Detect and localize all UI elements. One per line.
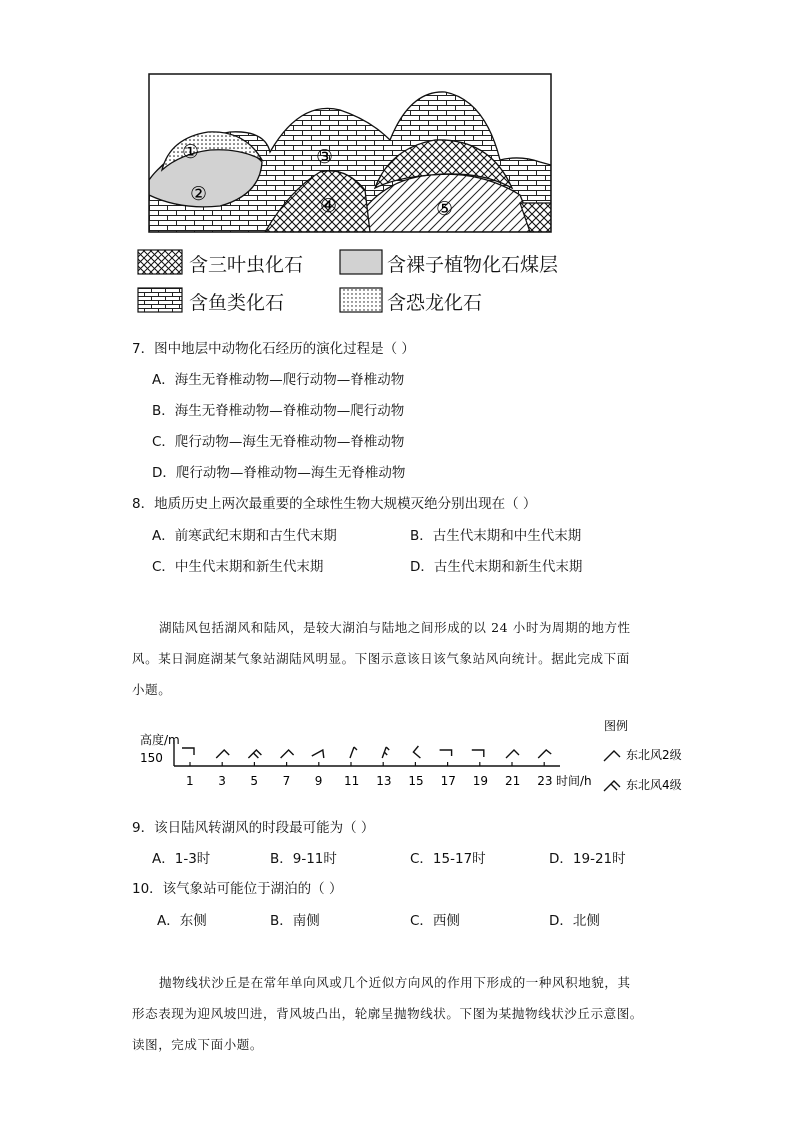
q10-option-b[interactable]: B．南侧	[270, 913, 320, 929]
q7-option-c[interactable]: C．爬行动物—海生无脊椎动物—脊椎动物	[152, 434, 405, 450]
x-tick-label-19: 19	[472, 774, 489, 788]
q9-option-b[interactable]: B．9-11时	[270, 851, 337, 867]
wind-barb-23	[538, 750, 551, 758]
q8-stem: 8．地质历史上两次最重要的全球性生物大规模灭绝分别出现在（ ）	[132, 496, 537, 512]
legend-title: 图例	[604, 719, 629, 733]
y-axis-value: 150	[140, 751, 163, 765]
legend-item-ne-2: 东北风2级	[626, 748, 682, 762]
x-tick-label-1: 1	[186, 774, 194, 788]
wind-barb-9	[312, 750, 324, 758]
legend-swatch-crosshatch	[138, 250, 182, 274]
wind-barb-5	[248, 750, 261, 758]
q7-option-d[interactable]: D．爬行动物—脊椎动物—海生无脊椎动物	[152, 465, 406, 481]
wind-barb-17	[440, 750, 452, 756]
x-tick-label-15: 15	[408, 774, 424, 788]
q8-option-a[interactable]: A．前寒武纪末期和古生代末期	[152, 528, 337, 544]
x-tick-label-13: 13	[376, 774, 392, 788]
x-tick-label-7: 7	[282, 774, 291, 788]
wind-direction-figure	[130, 712, 700, 802]
q10-option-c[interactable]: C．西侧	[410, 913, 460, 929]
passage1-line-3: 小题。	[132, 682, 172, 697]
passage-lake-land-breeze	[132, 612, 692, 705]
legend-barb-4	[604, 781, 620, 791]
layer-label-2: ②	[190, 183, 208, 205]
x-axis-unit: 时间/h	[556, 774, 592, 788]
x-tick-label-9: 9	[314, 774, 323, 788]
x-tick-label-3: 3	[218, 774, 226, 788]
legend-swatch-gray	[340, 250, 382, 274]
x-tick-label-21: 21	[505, 774, 521, 788]
x-tick-label-5: 5	[250, 774, 259, 788]
legend-item-ne-4: 东北风4级	[626, 778, 682, 792]
wind-barb-7	[281, 750, 294, 758]
q10-option-a[interactable]: A．东侧	[157, 913, 207, 929]
wind-barb-19	[472, 750, 484, 757]
geologic-section-figure	[140, 70, 560, 238]
passage-parabolic-dune	[132, 967, 692, 1060]
q8-option-d[interactable]: D．古生代末期和新生代末期	[410, 559, 583, 575]
legend-label-crosshatch: 含三叶虫化石	[189, 254, 304, 276]
q8-option-c[interactable]: C．中生代末期和新生代末期	[152, 559, 324, 575]
layer-label-1: ①	[182, 141, 200, 163]
passage2-line-1: 抛物线状沙丘是在常年单向风或几个近似方向风的作用下形成的一种风积地貌，其	[159, 975, 631, 990]
q9-option-c[interactable]: C．15-17时	[410, 851, 486, 867]
q10-option-d[interactable]: D．北侧	[549, 913, 600, 929]
y-axis-label: 高度/m	[140, 733, 180, 747]
legend-swatch-brick	[138, 288, 182, 312]
passage1-line-1: 湖陆风包括湖风和陆风，是较大湖泊与陆地之间形成的以 24 小时为周期的地方性	[159, 620, 631, 635]
x-tick-label-11: 11	[344, 774, 360, 788]
layer-label-3: ③	[316, 146, 334, 168]
wind-barb-1	[182, 748, 194, 755]
q7-option-b[interactable]: B．海生无脊椎动物—脊椎动物—爬行动物	[152, 403, 405, 419]
passage1-line-2: 风。某日洞庭湖某气象站湖陆风明显。下图示意该日该气象站风向统计。据此完成下面	[132, 651, 630, 666]
legend-swatch-dots	[340, 288, 382, 312]
wind-barb-11	[350, 747, 357, 758]
wind-barb-13	[382, 747, 389, 758]
q7-option-a[interactable]: A．海生无脊椎动物—爬行动物—脊椎动物	[152, 372, 405, 388]
legend-barb-2	[604, 751, 620, 761]
layer-label-4: ④	[320, 195, 338, 217]
legend-label-dots: 含恐龙化石	[387, 292, 483, 314]
legend-label-gray: 含裸子植物化石煤层	[387, 254, 559, 276]
q9-option-d[interactable]: D．19-21时	[549, 851, 626, 867]
wind-barb-15	[413, 746, 420, 758]
q7-stem: 7．图中地层中动物化石经历的演化过程是（ ）	[132, 341, 415, 357]
q8-option-b[interactable]: B．古生代末期和中生代末期	[410, 528, 582, 544]
q10-stem: 10．该气象站可能位于湖泊的（ ）	[132, 881, 343, 897]
passage2-line-3: 读图，完成下面小题。	[132, 1037, 264, 1052]
wind-barb-3	[216, 750, 229, 758]
x-tick-label-23: 23	[537, 774, 553, 788]
layer-label-5: ⑤	[436, 198, 454, 220]
x-tick-label-17: 17	[440, 774, 456, 788]
passage2-line-2: 形态表现为迎风坡凹进，背风坡凸出，轮廓呈抛物线状。下图为某抛物线状沙丘示意图。	[132, 1006, 643, 1021]
legend-label-brick: 含鱼类化石	[189, 292, 285, 314]
wind-barb-21	[506, 750, 519, 758]
q9-stem: 9．该日陆风转湖风的时段最可能为（ ）	[132, 820, 375, 836]
q9-option-a[interactable]: A．1-3时	[152, 851, 211, 867]
